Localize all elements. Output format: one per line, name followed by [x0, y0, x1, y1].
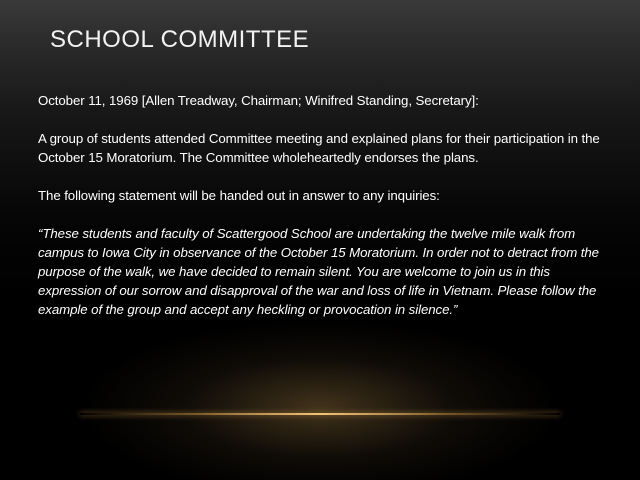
meeting-header-paragraph: October 11, 1969 [Allen Treadway, Chairman; Winifred Standing, Secretary]:: [38, 93, 479, 108]
decorative-glow-line: [80, 413, 560, 415]
students-attended-paragraph: A group of students attended Committee meeting and explained plans for their participation in the October 15 Moratorium. The Committee wholeheartedly endorses the plans.: [38, 131, 600, 165]
statement-quote-paragraph: “These students and faculty of Scattergood School are undertaking the twelve mile walk from campus to Iowa City in observance of the October 15 Moratorium. In order not to detract from the purpose of the walk, we have decided to remain silent. You are welcome to join us in this expression of our sorrow and disapproval of the war and loss of life in Vietnam. Please follow the example of the group and accept any heckling or provocation in silence.”: [38, 226, 599, 317]
slide-body: [38, 91, 604, 319]
slide-title: SCHOOL COMMITTEE: [50, 26, 310, 53]
statement-intro-paragraph: The following statement will be handed out in answer to any inquiries:: [38, 188, 440, 203]
